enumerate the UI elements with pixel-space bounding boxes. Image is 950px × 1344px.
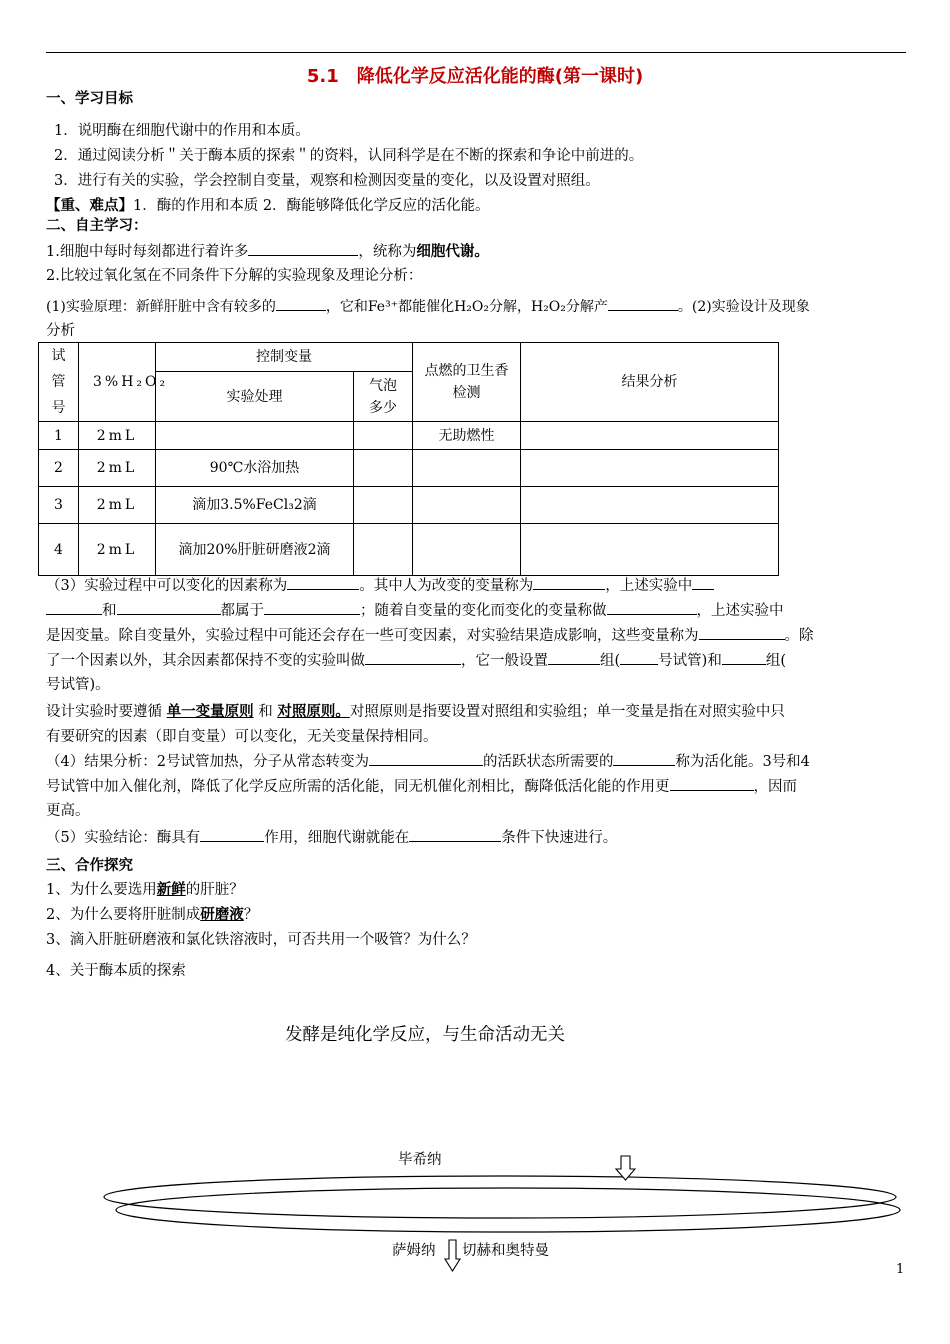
- design-and: 和: [258, 704, 273, 720]
- p3-text-l: 组(: [600, 653, 621, 669]
- header-bubble: 气泡多少: [354, 372, 413, 422]
- keypoint-text: 1．酶的作用和本质 2．酶能够降低化学反应的活化能。: [133, 198, 490, 214]
- design-text-a: 设计实验时要遵循: [46, 704, 162, 720]
- section2-heading: 二、自主学习：: [46, 218, 148, 234]
- row2-vol: 2mL: [79, 450, 156, 487]
- q1-bold: 细胞代谢。: [416, 244, 489, 260]
- row3-tube: 3: [39, 487, 79, 524]
- q1-text-b: ，统称为: [358, 244, 417, 260]
- page-number: 1: [896, 1262, 905, 1277]
- section1-heading: 一、学习目标: [46, 91, 133, 107]
- p4-text-b: 的活跃状态所需要的: [482, 754, 614, 770]
- p3-text-d: 和: [102, 603, 117, 619]
- s3-q1-b: 的肝脏？: [185, 882, 244, 898]
- row1-incense[interactable]: 无助燃性: [413, 422, 521, 450]
- header-control: 控制变量: [156, 343, 413, 372]
- p3-text-k: ，它一般设置: [461, 653, 548, 669]
- s3-q1-a: 1、为什么要选用: [46, 882, 157, 898]
- p5-text-a: （5）实验结论：酶具有: [46, 830, 201, 846]
- header-result: 结果分析: [521, 343, 779, 422]
- row4-tube: 4: [39, 524, 79, 576]
- header-h2o2: 3%H₂O₂: [79, 343, 156, 422]
- p4-text-d: 号试管中加入催化剂，降低了化学反应所需的活化能，同无机催化剂相比，酶降低活化能的作用更: [46, 779, 670, 795]
- timeline-ellipse-outer: [104, 1176, 896, 1218]
- goal-1: 1．说明酶在细胞代谢中的作用和本质。: [54, 123, 310, 139]
- s3-q4: 4、关于酶本质的探索: [46, 963, 186, 979]
- goal-3: 3．进行有关的实验，学会控制自变量，观察和检测因变量的变化，以及设置对照组。: [54, 173, 600, 189]
- row4-process: 滴加20%肝脏研磨液2滴: [156, 524, 354, 576]
- p3-text-b: 。其中人为改变的变量称为: [359, 578, 534, 594]
- p3-text-g: ，上述实验中: [696, 603, 784, 619]
- s3-q3: 3、滴入肝脏研磨液和氯化铁溶液时，可否共用一个吸管？为什么？: [46, 932, 476, 948]
- p3-text-e: 都属于: [220, 603, 264, 619]
- principle-control: 对照原则。: [277, 704, 350, 720]
- p3-text-c: ，上述实验中: [605, 578, 693, 594]
- p4-text-e: ，因而: [753, 779, 797, 795]
- q1-text-a: 1.细胞中每时每刻都进行着许多: [46, 244, 249, 260]
- principle-single-variable: 单一变量原则: [166, 704, 254, 720]
- s3-q2-b: ？: [243, 907, 259, 923]
- section3-heading: 三、合作探究: [46, 858, 133, 874]
- p1-text-c: 。(2)实验设计及现象: [677, 299, 810, 315]
- p3-text-a: （3）实验过程中可以变化的因素称为: [46, 578, 288, 594]
- p5-text-b: 作用，细胞代谢就能在: [264, 830, 410, 846]
- design-text-b: 对照原则是指要设置对照组和实验组；单一变量是指在对照实验中只: [349, 704, 785, 720]
- label-buchner: 毕希纳: [398, 1152, 442, 1168]
- s3-q2-a: 2、为什么要将肝脏制成: [46, 907, 201, 923]
- row2-process: 90℃水浴加热: [156, 450, 354, 487]
- header-incense: 点燃的卫生香检测: [413, 343, 521, 422]
- row4-vol: 2mL: [79, 524, 156, 576]
- p4-line-3: 更高。: [46, 803, 90, 819]
- label-sumner: 萨姆纳: [392, 1243, 436, 1259]
- p3-text-h: 是因变量。除自变量外，实验过程中可能还会存在一些可变因素，对实验结果造成影响，这些变量称为: [46, 628, 699, 644]
- q2-line: 2.比较过氧化氢在不同条件下分解的实验现象及理论分析：: [46, 268, 423, 284]
- down-arrow-icon: [445, 1240, 460, 1271]
- timeline-ellipse-inner: [116, 1188, 900, 1232]
- s3-q2-emph: 研磨液: [200, 907, 244, 923]
- p1-text-b: ，它和Fe³⁺都能催化H₂O₂分解，H₂O₂分解产: [325, 299, 608, 315]
- keypoint-label: 【重、难点】: [46, 198, 133, 214]
- header-tube: 试管号: [39, 343, 79, 422]
- page-title: 5.1 降低化学反应活化能的酶(第一课时): [306, 66, 644, 87]
- row3-process: 滴加3.5%FeCl₃2滴: [156, 487, 354, 524]
- design-line-2: 有要研究的因素（即自变量）可以变化，无关变量保持相同。: [46, 729, 438, 745]
- p5-text-c: 条件下快速进行。: [501, 830, 618, 846]
- p3-text-n: 组(: [765, 653, 787, 669]
- p3-text-f: ；随着自变量的变化而变化的变量称做: [360, 603, 607, 619]
- p1-text-a: (1)实验原理：新鲜肝脏中含有较多的: [46, 299, 276, 315]
- p3-line-5: 号试管)。: [46, 677, 110, 693]
- row1-tube: 1: [39, 422, 79, 450]
- row2-tube: 2: [39, 450, 79, 487]
- s3-q1-emph: 新鲜: [156, 882, 186, 898]
- row1-vol: 2mL: [79, 422, 156, 450]
- p3-text-m: 号试管)和: [658, 653, 722, 669]
- p4-text-c: 称为活化能。3号和4: [675, 754, 810, 770]
- row3-vol: 2mL: [79, 487, 156, 524]
- label-cech-altman: 切赫和奥特曼: [462, 1243, 549, 1259]
- p3-text-i: 。除: [784, 628, 814, 644]
- p4-text-a: （4）结果分析：2号试管加热，分子从常态转变为: [46, 754, 369, 770]
- p1-line-2: 分析: [46, 323, 75, 339]
- goal-2: 2．通过阅读分析＂关于酶本质的探索＂的资料，认同科学是在不断的探索和争论中前进的。: [54, 148, 644, 164]
- header-process: 实验处理: [156, 372, 354, 422]
- fermentation-statement: 发酵是纯化学反应，与生命活动无关: [285, 1025, 565, 1045]
- p3-text-j: 了一个因素以外，其余因素都保持不变的实验叫做: [46, 653, 365, 669]
